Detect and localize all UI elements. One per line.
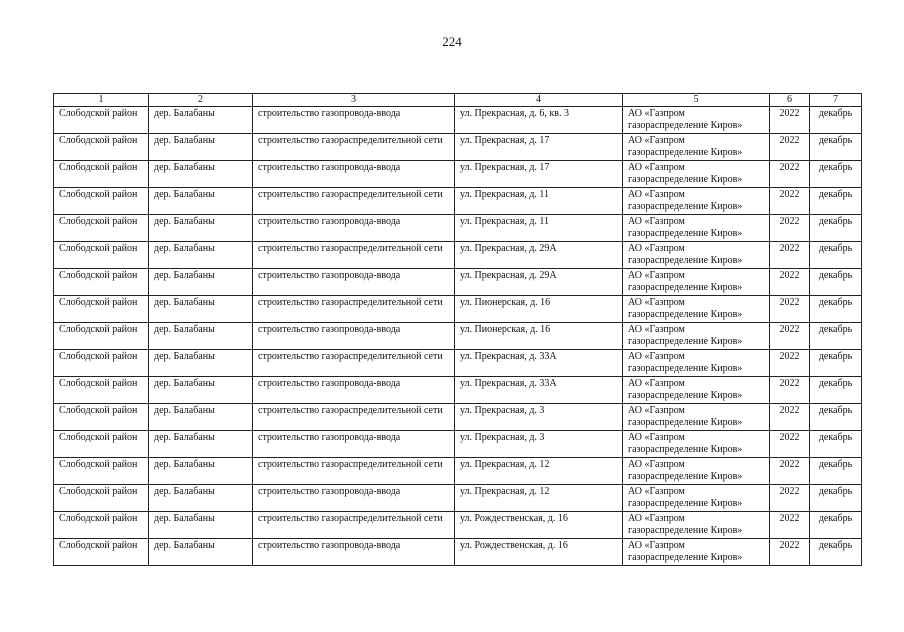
address-cell: ул. Прекрасная, д. 17 xyxy=(455,134,623,161)
month-cell: декабрь xyxy=(810,188,862,215)
organization-cell: АО «Газпром газораспределение Киров» xyxy=(623,107,770,134)
work-type-cell: строительство газопровода-ввода xyxy=(253,485,455,512)
month-cell: декабрь xyxy=(810,512,862,539)
organization-cell: АО «Газпром газораспределение Киров» xyxy=(623,485,770,512)
work-type-cell: строительство газопровода-ввода xyxy=(253,323,455,350)
locality-cell: дер. Балабаны xyxy=(149,323,253,350)
column-header-6: 6 xyxy=(770,94,810,107)
locality-cell: дер. Балабаны xyxy=(149,107,253,134)
work-type-cell: строительство газопровода-ввода xyxy=(253,377,455,404)
address-cell: ул. Прекрасная, д. 11 xyxy=(455,188,623,215)
year-cell: 2022 xyxy=(770,161,810,188)
address-cell: ул. Прекрасная, д. 6, кв. 3 xyxy=(455,107,623,134)
column-header-3: 3 xyxy=(253,94,455,107)
organization-cell: АО «Газпром газораспределение Киров» xyxy=(623,539,770,566)
table-row xyxy=(54,539,862,566)
table-row xyxy=(54,350,862,377)
address-cell: ул. Прекрасная, д. 17 xyxy=(455,161,623,188)
table-row xyxy=(54,431,862,458)
month-cell: декабрь xyxy=(810,215,862,242)
address-cell: ул. Прекрасная, д. 33А xyxy=(455,377,623,404)
organization-cell: АО «Газпром газораспределение Киров» xyxy=(623,215,770,242)
organization-cell: АО «Газпром газораспределение Киров» xyxy=(623,242,770,269)
year-cell: 2022 xyxy=(770,215,810,242)
district-cell: Слободской район xyxy=(54,323,149,350)
district-cell: Слободской район xyxy=(54,161,149,188)
locality-cell: дер. Балабаны xyxy=(149,242,253,269)
organization-cell: АО «Газпром газораспределение Киров» xyxy=(623,404,770,431)
address-cell: ул. Пионерская, д. 16 xyxy=(455,323,623,350)
work-type-cell: строительство газораспределительной сети xyxy=(253,512,455,539)
month-cell: декабрь xyxy=(810,134,862,161)
work-type-cell: строительство газопровода-ввода xyxy=(253,107,455,134)
locality-cell: дер. Балабаны xyxy=(149,458,253,485)
locality-cell: дер. Балабаны xyxy=(149,350,253,377)
address-cell: ул. Рождественская, д. 16 xyxy=(455,539,623,566)
year-cell: 2022 xyxy=(770,323,810,350)
district-cell: Слободской район xyxy=(54,404,149,431)
district-cell: Слободской район xyxy=(54,512,149,539)
table-body xyxy=(54,94,862,566)
month-cell: декабрь xyxy=(810,350,862,377)
table-row xyxy=(54,269,862,296)
address-cell: ул. Прекрасная, д. 12 xyxy=(455,485,623,512)
year-cell: 2022 xyxy=(770,350,810,377)
work-type-cell: строительство газопровода-ввода xyxy=(253,161,455,188)
column-header-1: 1 xyxy=(54,94,149,107)
work-type-cell: строительство газопровода-ввода xyxy=(253,431,455,458)
month-cell: декабрь xyxy=(810,485,862,512)
work-type-cell: строительство газораспределительной сети xyxy=(253,188,455,215)
table-row xyxy=(54,512,862,539)
address-cell: ул. Прекрасная, д. 29А xyxy=(455,269,623,296)
year-cell: 2022 xyxy=(770,539,810,566)
locality-cell: дер. Балабаны xyxy=(149,512,253,539)
month-cell: декабрь xyxy=(810,323,862,350)
district-cell: Слободской район xyxy=(54,188,149,215)
work-type-cell: строительство газопровода-ввода xyxy=(253,215,455,242)
organization-cell: АО «Газпром газораспределение Киров» xyxy=(623,296,770,323)
month-cell: декабрь xyxy=(810,539,862,566)
locality-cell: дер. Балабаны xyxy=(149,377,253,404)
locality-cell: дер. Балабаны xyxy=(149,188,253,215)
address-cell: ул. Прекрасная, д. 29А xyxy=(455,242,623,269)
district-cell: Слободской район xyxy=(54,134,149,161)
locality-cell: дер. Балабаны xyxy=(149,269,253,296)
address-cell: ул. Прекрасная, д. 12 xyxy=(455,458,623,485)
work-type-cell: строительство газораспределительной сети xyxy=(253,350,455,377)
table-row xyxy=(54,404,862,431)
district-cell: Слободской район xyxy=(54,485,149,512)
table-row xyxy=(54,215,862,242)
year-cell: 2022 xyxy=(770,296,810,323)
gas-connection-table xyxy=(53,93,862,566)
year-cell: 2022 xyxy=(770,404,810,431)
year-cell: 2022 xyxy=(770,377,810,404)
district-cell: Слободской район xyxy=(54,377,149,404)
organization-cell: АО «Газпром газораспределение Киров» xyxy=(623,323,770,350)
work-type-cell: строительство газораспределительной сети xyxy=(253,296,455,323)
address-cell: ул. Прекрасная, д. 3 xyxy=(455,404,623,431)
table-row xyxy=(54,296,862,323)
year-cell: 2022 xyxy=(770,485,810,512)
address-cell: ул. Прекрасная, д. 3 xyxy=(455,431,623,458)
table-row xyxy=(54,377,862,404)
district-cell: Слободской район xyxy=(54,107,149,134)
column-number-row xyxy=(54,94,862,107)
district-cell: Слободской район xyxy=(54,458,149,485)
address-cell: ул. Пионерская, д. 16 xyxy=(455,296,623,323)
column-header-7: 7 xyxy=(810,94,862,107)
work-type-cell: строительство газораспределительной сети xyxy=(253,242,455,269)
month-cell: декабрь xyxy=(810,107,862,134)
work-type-cell: строительство газораспределительной сети xyxy=(253,134,455,161)
work-type-cell: строительство газопровода-ввода xyxy=(253,269,455,296)
table-row xyxy=(54,458,862,485)
work-type-cell: строительство газораспределительной сети xyxy=(253,458,455,485)
district-cell: Слободской район xyxy=(54,269,149,296)
year-cell: 2022 xyxy=(770,458,810,485)
month-cell: декабрь xyxy=(810,377,862,404)
organization-cell: АО «Газпром газораспределение Киров» xyxy=(623,512,770,539)
year-cell: 2022 xyxy=(770,431,810,458)
locality-cell: дер. Балабаны xyxy=(149,134,253,161)
year-cell: 2022 xyxy=(770,242,810,269)
year-cell: 2022 xyxy=(770,512,810,539)
locality-cell: дер. Балабаны xyxy=(149,161,253,188)
work-type-cell: строительство газопровода-ввода xyxy=(253,539,455,566)
locality-cell: дер. Балабаны xyxy=(149,485,253,512)
address-cell: ул. Рождественская, д. 16 xyxy=(455,512,623,539)
district-cell: Слободской район xyxy=(54,431,149,458)
address-cell: ул. Прекрасная, д. 11 xyxy=(455,215,623,242)
column-header-2: 2 xyxy=(149,94,253,107)
organization-cell: АО «Газпром газораспределение Киров» xyxy=(623,161,770,188)
district-cell: Слободской район xyxy=(54,350,149,377)
locality-cell: дер. Балабаны xyxy=(149,431,253,458)
district-cell: Слободской район xyxy=(54,215,149,242)
locality-cell: дер. Балабаны xyxy=(149,404,253,431)
table-row xyxy=(54,161,862,188)
table-row xyxy=(54,188,862,215)
table-row xyxy=(54,107,862,134)
column-header-4: 4 xyxy=(455,94,623,107)
work-type-cell: строительство газораспределительной сети xyxy=(253,404,455,431)
column-header-5: 5 xyxy=(623,94,770,107)
locality-cell: дер. Балабаны xyxy=(149,215,253,242)
organization-cell: АО «Газпром газораспределение Киров» xyxy=(623,350,770,377)
address-cell: ул. Прекрасная, д. 33А xyxy=(455,350,623,377)
locality-cell: дер. Балабаны xyxy=(149,296,253,323)
table-row xyxy=(54,134,862,161)
page-number: 224 xyxy=(442,34,462,49)
organization-cell: АО «Газпром газораспределение Киров» xyxy=(623,377,770,404)
month-cell: декабрь xyxy=(810,431,862,458)
month-cell: декабрь xyxy=(810,269,862,296)
month-cell: декабрь xyxy=(810,296,862,323)
year-cell: 2022 xyxy=(770,107,810,134)
month-cell: декабрь xyxy=(810,458,862,485)
district-cell: Слободской район xyxy=(54,242,149,269)
organization-cell: АО «Газпром газораспределение Киров» xyxy=(623,458,770,485)
organization-cell: АО «Газпром газораспределение Киров» xyxy=(623,134,770,161)
district-cell: Слободской район xyxy=(54,539,149,566)
district-cell: Слободской район xyxy=(54,296,149,323)
organization-cell: АО «Газпром газораспределение Киров» xyxy=(623,431,770,458)
year-cell: 2022 xyxy=(770,134,810,161)
month-cell: декабрь xyxy=(810,242,862,269)
month-cell: декабрь xyxy=(810,161,862,188)
organization-cell: АО «Газпром газораспределение Киров» xyxy=(623,269,770,296)
table-row xyxy=(54,485,862,512)
locality-cell: дер. Балабаны xyxy=(149,539,253,566)
table-row xyxy=(54,323,862,350)
organization-cell: АО «Газпром газораспределение Киров» xyxy=(623,188,770,215)
month-cell: декабрь xyxy=(810,404,862,431)
year-cell: 2022 xyxy=(770,269,810,296)
table-row xyxy=(54,242,862,269)
year-cell: 2022 xyxy=(770,188,810,215)
